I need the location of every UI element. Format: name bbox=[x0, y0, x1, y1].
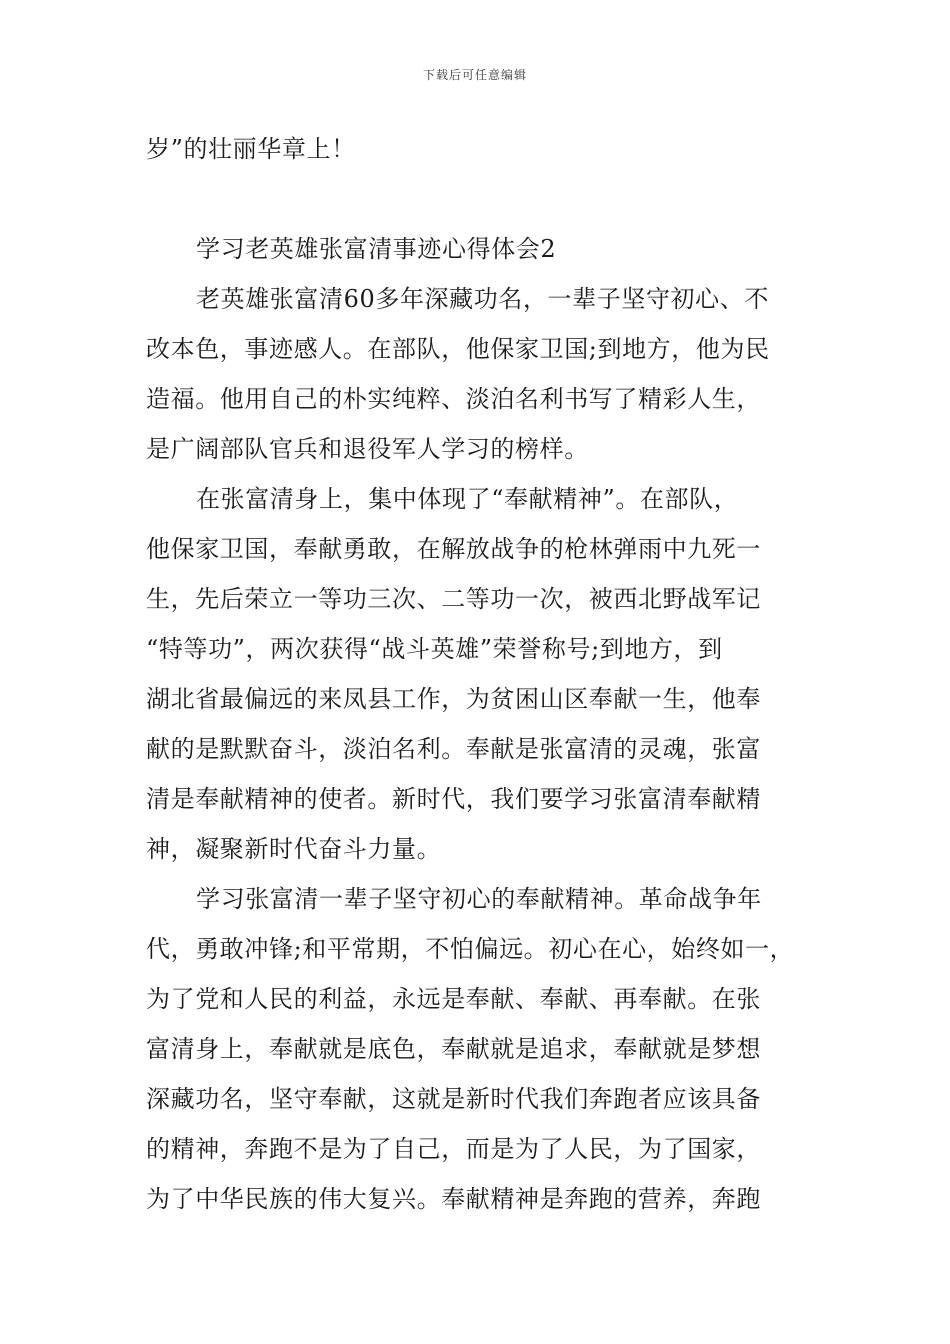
text-line: 湖北省最偏远的来凤县工作，为贫困山区奉献一生，他奉 bbox=[146, 685, 761, 713]
section-title: 学习老英雄张富清事迹心得体会2 bbox=[196, 235, 557, 263]
text-line: 富清身上，奉献就是底色，奉献就是追求，奉献就是梦想 bbox=[146, 1035, 761, 1063]
text-line: 深藏功名，坚守奉献，这就是新时代我们奔跑者应该具备 bbox=[146, 1085, 761, 1113]
text-line: 是广阔部队官兵和退役军人学习的榜样。 bbox=[146, 435, 589, 463]
page-header: 下载后可任意编辑 bbox=[422, 68, 527, 82]
text-line: 在张富清身上，集中体现了“奉献精神”。在部队， bbox=[196, 485, 739, 513]
text-line: 神，凝聚新时代奋斗力量。 bbox=[146, 835, 442, 863]
text-line: 老英雄张富清60多年深藏功名，一辈子坚守初心、不 bbox=[196, 285, 769, 313]
text-line: 代，勇敢冲锋;和平常期，不怕偏远。初心在心，始终如一， bbox=[146, 935, 795, 963]
text-line: 造福。他用自己的朴实纯粹、淡泊名利书写了精彩人生， bbox=[146, 385, 761, 413]
text-line: 献的是默默奋斗，淡泊名利。奉献是张富清的灵魂，张富 bbox=[146, 735, 761, 763]
text-line: 为了中华民族的伟大复兴。奉献精神是奔跑的营养，奔跑 bbox=[146, 1185, 761, 1213]
text-line: 岁”的壮丽华章上！ bbox=[146, 135, 356, 163]
text-line: 为了党和人民的利益，永远是奉献、奉献、再奉献。在张 bbox=[146, 985, 761, 1013]
text-line: 清是奉献精神的使者。新时代，我们要学习张富清奉献精 bbox=[146, 785, 761, 813]
text-line: 改本色，事迹感人。在部队，他保家卫国;到地方，他为民 bbox=[146, 335, 770, 363]
text-line: 学习张富清一辈子坚守初心的奉献精神。革命战争年 bbox=[196, 885, 762, 913]
text-line: “特等功”，两次获得“战斗英雄”荣誉称号;到地方，到 bbox=[146, 635, 723, 663]
text-line: 他保家卫国，奉献勇敢，在解放战争的枪林弹雨中九死一 bbox=[146, 535, 761, 563]
text-line: 生，先后荣立一等功三次、二等功一次，被西北野战军记 bbox=[146, 585, 761, 613]
text-line: 的精神，奔跑不是为了自己，而是为了人民，为了国家， bbox=[146, 1135, 761, 1163]
